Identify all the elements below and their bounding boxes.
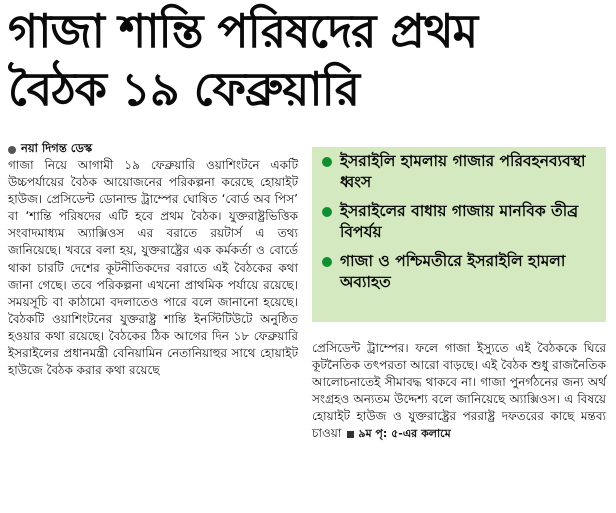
article-body-right: প্রেসিডেন্ট ট্রাম্পের। ফলে গাজা ইস্যুতে এই বৈঠককে ঘিরে কূটনৈতিক তৎপরতা আরো বাড়ছে। এই বৈঠক শুধু রাজনৈতিক আলোচনাতেই সীমাবদ্ধ থাকবে না। গাজা পুনর্গঠনের জন্য অর্থ সংগ্রহও অন্যতম উদ্দেশ্য বলে জানিয়েছে অ্যাক্সিওস। এ বিষয়ে হোয়াইট হাউজ ও যুক্তরাষ্ট্রের পররাষ্ট্র দফতরের কাছে মন্তব্য চাওয়া (312, 341, 606, 441)
highlight-item (322, 201, 598, 243)
highlight-item (322, 151, 598, 193)
article-column-left (8, 157, 298, 379)
article-body-left: গাজা নিয়ে আগামী ১৯ ফেব্রুয়ারি ওয়াশিংটনে একটি উচ্চপর্যায়ের বৈঠক আয়োজনের পরিকল্পনা করেছে হোয়াইট হাউজ। প্রেসিডেন্ট ডোনাল্ড ট্রাম্পের ঘোষিত ‘বোর্ড অব পিস’ বা ‘শান্তি পরিষদের এটি হবে প্রথম বৈঠক। যুক্তরাষ্ট্রভিত্তিক সংবাদমাধ্যম অ্যাক্সিওস এর বরাতে রয়টার্স এ তথ্য জানিয়েছে। খবরে বলা হয়, যুক্তরাষ্ট্রের এক কর্মকর্তা ও বোর্ডে থাকা চারটি দেশের কূটনীতিকদের বরাতে এই বৈঠকের কথা জানা গেছে। তবে পরিকল্পনা এখনো প্রাথমিক পর্যায়ে রয়েছে। সময়সূচি বা কাঠামো বদলাতেও পারে বলে জানানো হয়েছে। বৈঠকটি ওয়াশিংটনের যুক্তরাষ্ট্র শান্তি ইনস্টিটিউটে অনুষ্ঠিত হওয়ার কথা রয়েছে। বৈঠকের ঠিক আগের দিন ১৮ ফেব্রুয়ারি ইসরাইলের প্রধানমন্ত্রী বেনিয়ামিন নেতানিয়াহুর সাথে হোয়াইট হাউজে বৈঠক করার কথা রয়েছে (8, 158, 298, 378)
green-bullet-icon (322, 207, 332, 217)
highlights-box (312, 147, 606, 322)
headline (8, 2, 608, 118)
headline-line-2: বৈঠক ১৯ ফেব্রুয়ারি (8, 62, 360, 116)
continuation-note (347, 425, 450, 442)
green-bullet-icon (322, 157, 332, 167)
highlight-text: ইসরাইলের বাধায় গাজায় মানবিক তীব্র বিপর্যয় (340, 202, 579, 241)
highlight-item (322, 251, 598, 293)
highlight-text: গাজা ও পশ্চিমতীরে ইসরাইলি হামলা অব্যাহত (340, 252, 566, 291)
bullet-icon (8, 146, 16, 154)
byline-text: নয়া দিগন্ত ডেস্ক (21, 141, 93, 155)
square-bullet-icon (347, 431, 354, 438)
green-bullet-icon (322, 257, 332, 267)
article-body-right-wrap (312, 340, 606, 443)
continuation-text: ৯ম পৃ: ৫-এর কলামে (358, 427, 451, 441)
highlight-text: ইসরাইলি হামলায় গাজার পরিবহনব্যবস্থা ধ্বংস (340, 152, 586, 191)
headline-line-1: গাজা শান্তি পরিষদের প্রথম (8, 4, 478, 58)
article-column-right (312, 340, 606, 443)
